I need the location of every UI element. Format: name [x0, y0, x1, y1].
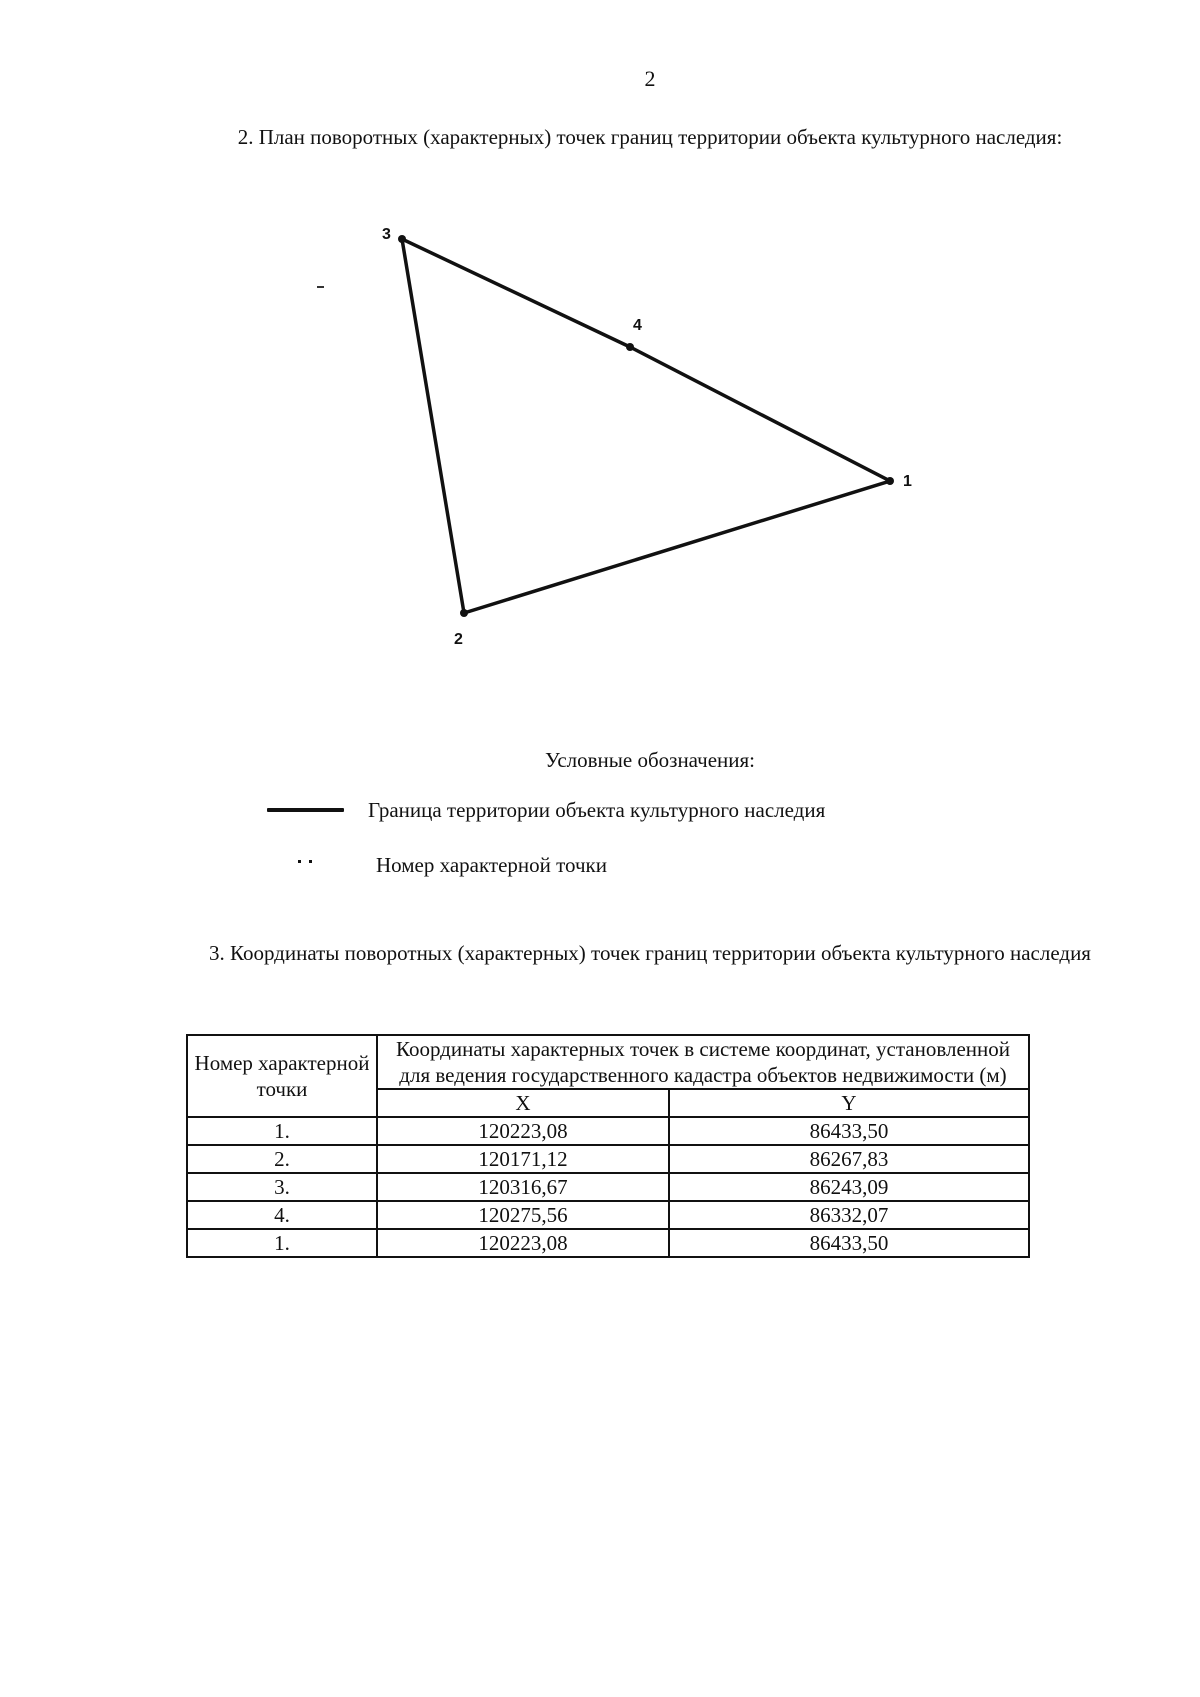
- cell-y: 86433,50: [669, 1229, 1029, 1257]
- legend-point-number-label: Номер характерной точки: [376, 853, 607, 877]
- boundary-line: [402, 239, 890, 613]
- point-label-2: 2: [454, 631, 463, 648]
- cell-x: 120171,12: [377, 1145, 669, 1173]
- table-row: [187, 1229, 1029, 1257]
- section-2-title: 2. План поворотных (характерных) точек границ территории объекта культурного наследия:: [237, 125, 1063, 149]
- cell-x: 120223,08: [377, 1229, 669, 1257]
- cell-y: 86433,50: [669, 1117, 1029, 1145]
- coordinates-table: [186, 1034, 1030, 1258]
- section-3-title: 3. Координаты поворотных (характерных) точек границ территории объекта культурного наследия: [209, 941, 1091, 965]
- header-coordinates: Координаты характерных точек в системе координат, установленной для ведения государственного кадастра объектов недвижимости (м): [377, 1035, 1029, 1089]
- cell-point-number: 1.: [187, 1117, 377, 1145]
- page-number: 2: [644, 66, 656, 91]
- legend-boundary-label: Граница территории объекта культурного наследия: [368, 798, 826, 822]
- table-row: [187, 1173, 1029, 1201]
- cell-point-number: 1.: [187, 1229, 377, 1257]
- legend-point-symbol: [298, 860, 316, 866]
- cell-x: 120316,67: [377, 1173, 669, 1201]
- point-label-1: 1: [903, 473, 912, 490]
- cell-point-number: 2.: [187, 1145, 377, 1173]
- point-marker-1: [886, 477, 894, 485]
- point-label-4: 4: [633, 317, 642, 334]
- boundary-plan: [0, 0, 1200, 720]
- table-row: [187, 1117, 1029, 1145]
- point-marker-4: [626, 343, 634, 351]
- point-label-3: 3: [382, 226, 391, 243]
- cell-y: 86332,07: [669, 1201, 1029, 1229]
- table-row: [187, 1201, 1029, 1229]
- cell-point-number: 4.: [187, 1201, 377, 1229]
- legend-title: Условные обозначения:: [544, 748, 756, 772]
- cell-y: 86267,83: [669, 1145, 1029, 1173]
- cell-y: 86243,09: [669, 1173, 1029, 1201]
- header-point-number: Номер характерной точки: [187, 1035, 377, 1117]
- header-y: Y: [669, 1089, 1029, 1117]
- legend-boundary-symbol: [267, 808, 344, 812]
- table-row: [187, 1145, 1029, 1173]
- point-marker-3: [398, 235, 406, 243]
- cell-x: 120275,56: [377, 1201, 669, 1229]
- cell-x: 120223,08: [377, 1117, 669, 1145]
- point-marker-2: [460, 609, 468, 617]
- cell-point-number: 3.: [187, 1173, 377, 1201]
- header-x: X: [377, 1089, 669, 1117]
